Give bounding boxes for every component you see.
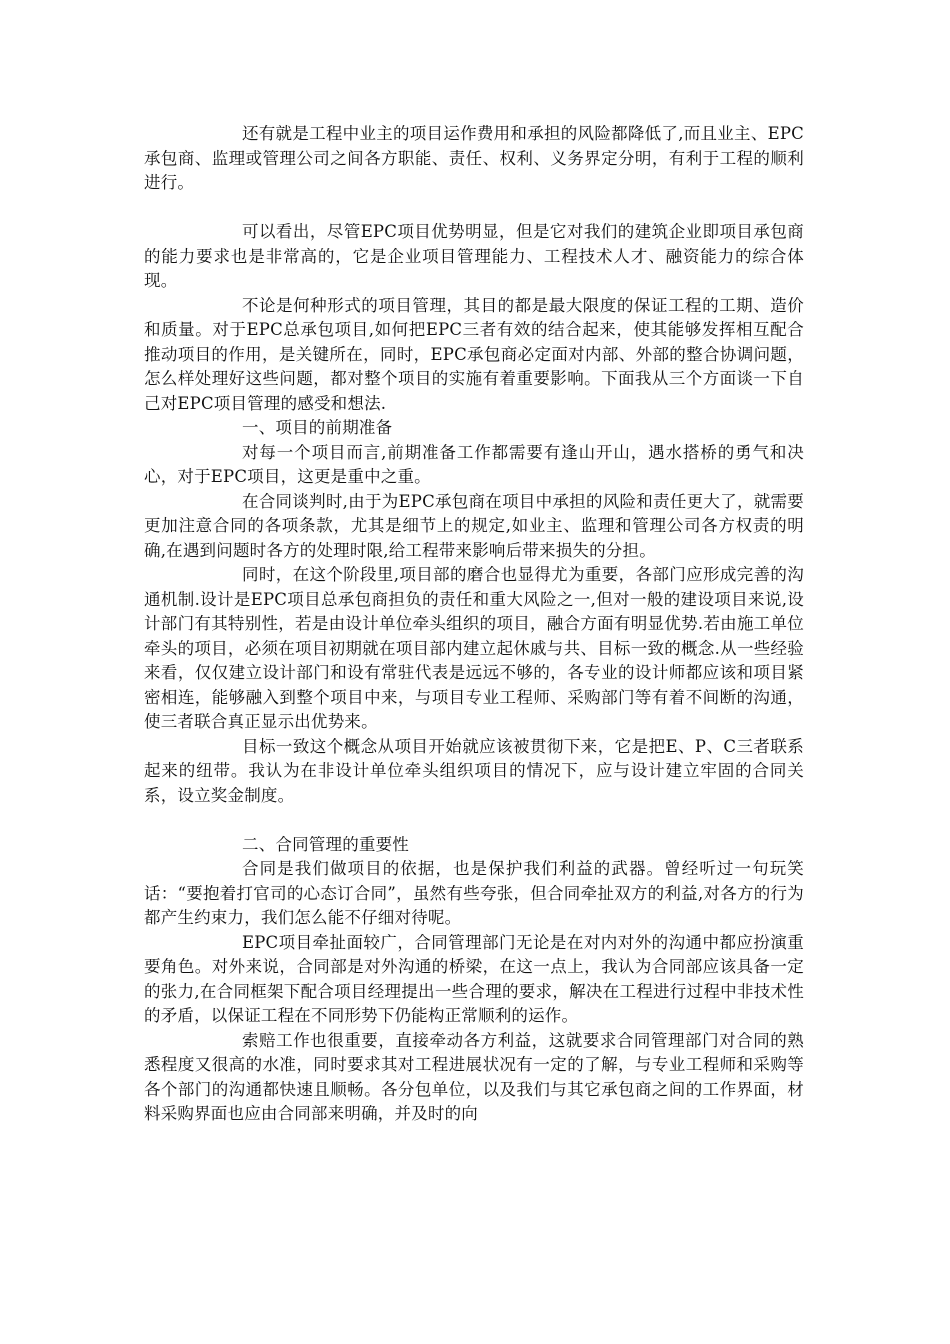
section-heading: 一、项目的前期准备 [242,418,393,437]
paragraph: 在合同谈判时,由于为EPC承包商在项目中承担的风险和责任更大了，就需要更加注意合同的各项条款，尤其是细节上的规定,如业主、监理和管理公司各方权责的明确,在遇到问题时各方的处理时限,给工程带来影响后带来损失的分担。 [144,491,804,560]
paragraph-gap [144,196,804,221]
paragraph: 可以看出，尽管EPC项目优势明显，但是它对我们的建筑企业即项目承包商的能力要求也是非常高的，它是企业项目管理能力、工程技术人才、融资能力的综合体现。 [144,222,804,290]
paragraph: 目标一致这个概念从项目开始就应该被贯彻下来，它是把E、P、C三者联系起来的纽带。我认为在非设计单位牵头组织项目的情况下，应与设计建立牢固的合同关系，设立奖金制度。 [144,736,804,805]
paragraph: 不论是何种形式的项目管理，其目的都是最大限度的保证工程的工期、造价和质量。对于EPC总承包项目,如何把EPC三者有效的结合起来，使其能够发挥相互配合推动项目的作用，是关键所在，同时，EPC承包商必定面对内部、外部的整合协调问题，怎么样处理好这些问题，都对整个项目的实施有着重要影响。下面我从三个方面谈一下自己对EPC项目管理的感受和想法. [144,295,804,413]
paragraph: 索赔工作也很重要，直接牵动各方利益，这就要求合同管理部门对合同的熟悉程度又很高的水准，同时要求其对工程进展状况有一定的了解，与专业工程师和采购等各个部门的沟通都快速且顺畅。各分包单位，以及我们与其它承包商之间的工作界面，材料采购界面也应由合同部来明确，并及时的向 [144,1030,804,1123]
document-page [144,122,804,1127]
paragraph: 还有就是工程中业主的项目运作费用和承担的风险都降低了,而且业主、EPC承包商、监理或管理公司之间各方职能、责任、权利、义务界定分明，有利于工程的顺利进行。 [144,124,804,192]
paragraph: 同时，在这个阶段里,项目部的磨合也显得尤为重要，各部门应形成完善的沟通机制.设计是EPC项目总承包商担负的责任和重大风险之一,但对一般的建设项目来说,设计部门有其特别性，若是由设计单位牵头组织的项目，融合方面有明显优势.若由施工单位牵头的项目，必须在项目初期就在项目部内建立起休戚与共、目标一致的概念.从一些经验来看，仅仅建立设计部门和设有常驻代表是远远不够的，各专业的设计师都应该和项目紧密相连，能够融入到整个项目中来，与项目专业工程师、采购部门等有着不间断的沟通，使三者联合真正显示出优势来。 [144,565,804,731]
paragraph: EPC项目牵扯面较广，合同管理部门无论是在对内对外的沟通中都应扮演重要角色。对外来说，合同部是对外沟通的桥梁，在这一点上，我认为合同部应该具备一定的张力,在合同框架下配合项目经理提出一些合理的要求，解决在工程进行过程中非技术性的矛盾，以保证工程在不同形势下仍能构正常顺利的运作。 [144,932,804,1025]
paragraph-gap [144,808,804,833]
paragraph: 对每一个项目而言,前期准备工作都需要有逢山开山，遇水搭桥的勇气和决心，对于EPC项目，这更是重中之重。 [144,442,804,486]
paragraph: 合同是我们做项目的依据，也是保护我们利益的武器。曾经听过一句玩笑话：“要抱着打官司的心态订合同”，虽然有些夸张，但合同牵扯双方的利益,对各方的行为都产生约束力，我们怎么能不仔细对待呢。 [144,859,804,927]
section-heading: 二、合同管理的重要性 [242,834,409,854]
